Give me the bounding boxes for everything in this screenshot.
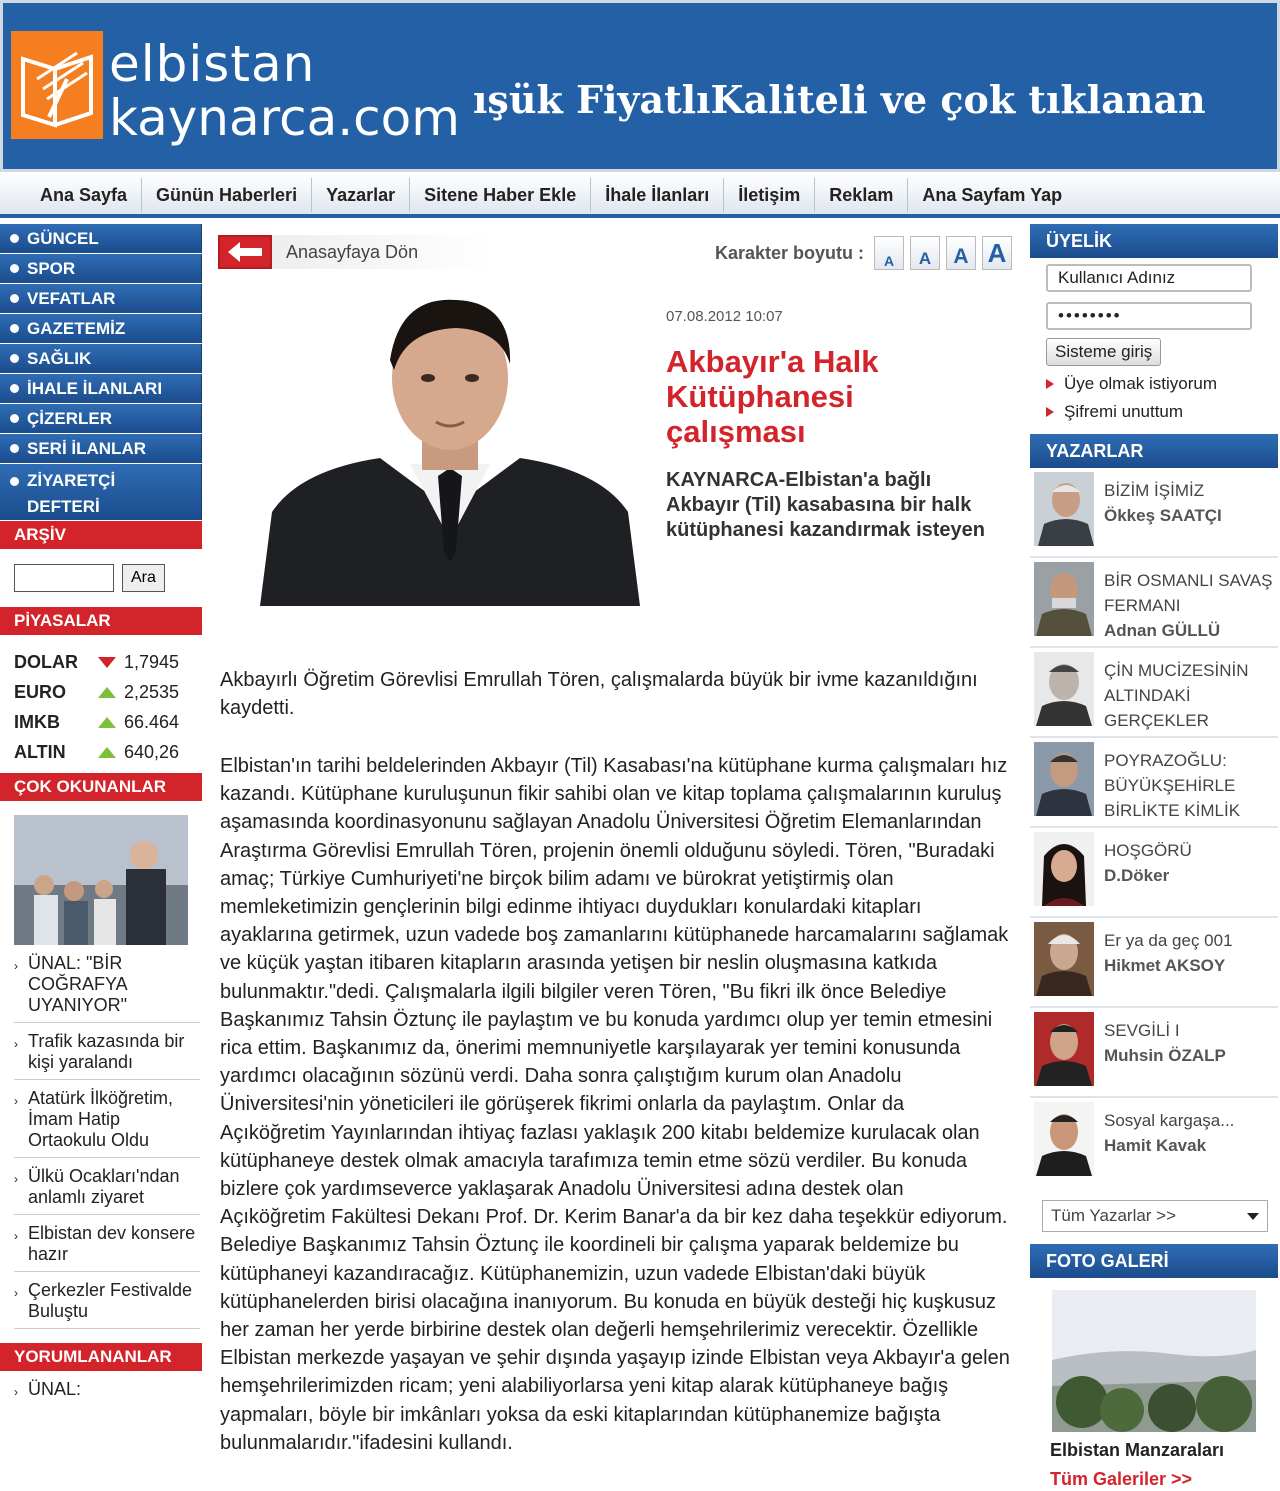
left-sidebar	[0, 224, 202, 1409]
category-cizerler[interactable]: ÇİZERLER	[0, 404, 202, 433]
back-label[interactable]: Anasayfaya Dön	[272, 235, 492, 269]
category-ziyaretci-defteri[interactable]: ZİYARETÇİ DEFTERİ	[0, 464, 202, 520]
article-date: 07.08.2012 10:07	[666, 308, 783, 325]
writer-photo	[1034, 922, 1094, 996]
register-link[interactable]: Üye olmak istiyorum	[1046, 374, 1278, 394]
trend-up-icon	[98, 747, 116, 758]
nav-gunun-haberleri[interactable]: Günün Haberleri	[142, 178, 312, 212]
writer-item[interactable]: Er ya da geç 001 Hikmet AKSOY	[1030, 918, 1278, 1008]
bullet-icon	[10, 324, 19, 333]
bullet-icon	[10, 354, 19, 363]
bullet-icon	[10, 384, 19, 393]
trend-down-icon	[98, 657, 116, 668]
font-size-xs-icon[interactable]: A	[874, 236, 904, 270]
comment-item[interactable]: › ÜNAL:	[14, 1371, 200, 1409]
nav-reklam[interactable]: Reklam	[815, 178, 908, 212]
right-sidebar	[1030, 224, 1278, 1490]
arrow-right-icon: ›	[14, 1229, 18, 1243]
writer-photo	[1034, 1012, 1094, 1086]
font-size-l-icon[interactable]: A	[982, 236, 1012, 270]
category-seri-ilanlar[interactable]: SERİ İLANLAR	[0, 434, 202, 463]
market-row-dolar: DOLAR 1,7945	[14, 651, 180, 672]
popular-item[interactable]: › Çerkezler Festivalde Buluştu	[14, 1272, 200, 1329]
nav-ana-sayfam-yap[interactable]: Ana Sayfam Yap	[922, 185, 1063, 205]
writer-photo	[1034, 742, 1094, 816]
writer-item[interactable]: ÇİN MUCİZESİNİN ALTINDAKİ GERÇEKLER	[1030, 648, 1278, 738]
logo-line2[interactable]: kaynarca.com	[109, 89, 460, 147]
arrow-right-icon: ›	[14, 959, 18, 973]
category-vefatlar[interactable]: VEFATLAR	[0, 284, 202, 313]
markets-heading: PİYASALAR	[0, 607, 202, 635]
trend-up-icon	[98, 687, 116, 698]
gallery-caption[interactable]: Elbistan Manzaraları	[1050, 1440, 1225, 1460]
arrow-right-icon: ›	[14, 1094, 18, 1108]
main-nav	[0, 172, 1280, 218]
popular-item[interactable]: › Ülkü Ocakları'ndan anlamlı ziyaret	[14, 1158, 200, 1215]
archive-heading: ARŞİV	[0, 521, 202, 549]
font-size-label: Karakter boyutu :	[714, 242, 864, 263]
writer-item[interactable]: SEVGİLİ I Muhsin ÖZALP	[1030, 1008, 1278, 1098]
market-row-euro: EURO 2,2535	[14, 681, 180, 702]
font-size-m-icon[interactable]: A	[946, 236, 976, 270]
writers-heading: YAZARLAR	[1030, 434, 1278, 468]
bullet-icon	[10, 264, 19, 273]
writer-photo	[1034, 1102, 1094, 1176]
chevron-down-icon	[1247, 1213, 1259, 1220]
arrow-right-icon	[1046, 379, 1054, 389]
popular-item[interactable]: › Atatürk İlköğretim, İmam Hatip Ortaokulu Oldu	[14, 1080, 200, 1158]
category-gazetemiz[interactable]: GAZETEMİZ	[0, 314, 202, 343]
forgot-password-link[interactable]: Şifremi unuttum	[1046, 402, 1278, 422]
all-galleries-link[interactable]: Tüm Galeriler >>	[1050, 1469, 1193, 1489]
logo-book-icon[interactable]	[11, 31, 103, 139]
writer-item[interactable]: POYRAZOĞLU: BÜYÜKŞEHİRLE BİRLİKTE KİMLİK	[1030, 738, 1278, 828]
username-input[interactable]: Kullanıcı Adınız	[1046, 264, 1252, 292]
category-saglik[interactable]: SAĞLIK	[0, 344, 202, 373]
archive-search	[0, 549, 202, 607]
membership-heading: ÜYELİK	[1030, 224, 1278, 258]
popular-item[interactable]: › Trafik kazasında bir kişi yaralandı	[14, 1023, 200, 1080]
writer-photo	[1034, 832, 1094, 906]
arrow-right-icon	[1046, 407, 1054, 417]
nav-iletisim[interactable]: İletişim	[724, 178, 815, 212]
bullet-icon	[10, 294, 19, 303]
article-photo	[260, 290, 640, 606]
article-body: Elbistan'ın tarihi beldelerinden Akbayır (Til) Kasabası'na kütüphane kurma çalışmaları hız kazandı. Kütüphane kuruluşunun fikir sahibi olan ve kitap toplama çalışmalarının kuruluş aşamasında koordinasyonunu sağlayan Anadolu Üniversitesi Öğretim Elemanlarından Araştırma Görevlisi Emrullah Tören, projenin önemli olduğunu söyledi. Tören, "Buradaki amaç; Türkiye Cumhuriyeti'ne birçok bilim adamı ve bürokrat yetiştirmiş olan memleketimizin gençlerinin bilgi edinme ihtiyacı duydukları konulardaki kitapları ayaklarına getirmek, uzun vadede boş zamanlarını kütüphanede harcamalarını sağlamak ve küçük yaştan itibaren kitapların arasında yetişen bir neslin oluşmasına katkıda bulunmaktır."dedi. Çalışmalarla ilgili bilgiler veren Tören, "Bu fikri ilk önce Belediye Başkanımız Tahsin Öztunç ile paylaştım ve bu konuda yardımcı olup yer temin etmesini rica ettim. Başkanımız da, önerimi memnuniyetle karşılayarak yer temini konusunda yardımcı olacağının sözünü verdi. Daha sonra çalıştığım kurum olan Anadolu Üniversitesi'nin yöneticileri ile görüşerek fikrimi onlarla da paylaştım. Onlar da Açıköğretim Yayınlarından ihtiyaç fazlası yaklaşık 200 kitabı beldemize kurulacak olan kütüphaneye destek olmak amacıyla tarafımıza temin etme sözü verdiler. Bu konuda bizlere çok yardımseverce yaklaşarak Anadolu Üniversitesi adına destek olan Açıköğretim Fakültesi Dekanı Prof. Dr. Kerim Banar'a da bir kez daha teşekkür ediyorum. Belediye Başkanımız Tahsin Öztunç ile koordineli bir çalışma yaparak beldemize bu kütüphaneyi kazandıracağız. Kütüphanemizin, uzun vadede Elbistan'daki büyük kütüphanelerden birisi olacağına inanıyorum. Bu konuda en büyük desteği hiç kuşkusuz her zaman her yerde birbirine destek olan değerli hemşehrilerimiz verecektir. Özellikle Elbistan merkezde yaşayan ve şehir dışında yaşayıp izinde Elbistan veya Akbayır'a gelen hemşehrilerimizden ricam; yeni alabiliyorlarsa yeni kitap alarak kütüphaneye bağış yapmaları, böyle bir imkânları yoksa da eski kitaplarından kütüphanemize bağışta bulunmalarıdır."ifadesini kullandı.	[220, 755, 1010, 1454]
article-summary: KAYNARCA-Elbistan'a bağlı Akbayır (Til) kasabasına bir halk kütüphanesi kazandırmak isteyen	[666, 469, 986, 541]
trend-up-icon	[98, 717, 116, 728]
all-writers-select[interactable]: Tüm Yazarlar >>	[1042, 1200, 1268, 1232]
logo-line1[interactable]: elbistan	[109, 35, 316, 93]
category-guncel[interactable]: GÜNCEL	[0, 224, 202, 253]
font-size-s-icon[interactable]: A	[910, 236, 940, 270]
archive-input[interactable]	[14, 564, 114, 592]
writer-photo	[1034, 472, 1094, 546]
writer-item[interactable]: Sosyal kargaşa... Hamit Kavak	[1030, 1098, 1278, 1188]
market-row-altin: ALTIN 640,26	[14, 741, 180, 762]
article-lead: Akbayırlı Öğretim Görevlisi Emrullah Tören, çalışmalarda büyük bir ivme kazanıldığını kaydetti.	[220, 669, 978, 719]
archive-search-button[interactable]: Ara	[122, 564, 165, 592]
bullet-icon	[10, 414, 19, 423]
comments-heading: YORUMLANANLAR	[0, 1343, 202, 1371]
popular-heading: ÇOK OKUNANLAR	[0, 773, 202, 801]
writer-item[interactable]: HOŞGÖRÜ D.Döker	[1030, 828, 1278, 918]
bullet-icon	[10, 444, 19, 453]
gallery-heading: FOTO GALERİ	[1030, 1244, 1278, 1278]
category-spor[interactable]: SPOR	[0, 254, 202, 283]
font-size-controls	[715, 236, 1012, 270]
login-button[interactable]: Sisteme giriş	[1046, 338, 1161, 366]
nav-sitene-haber-ekle[interactable]: Sitene Haber Ekle	[410, 178, 591, 212]
popular-news-image[interactable]	[14, 815, 188, 945]
popular-item[interactable]: › ÜNAL: "BİR COĞRAFYA UYANIYOR"	[14, 945, 200, 1023]
back-arrow-icon[interactable]	[218, 235, 272, 269]
market-row-imkb: IMKB 66.464	[14, 711, 180, 732]
article-title: Akbayır'a Halk Kütüphanesi çalışması	[666, 344, 879, 449]
category-ihale-ilanlari[interactable]: İHALE İLANLARI	[0, 374, 202, 403]
bullet-icon	[10, 234, 19, 243]
markets-table	[0, 635, 202, 773]
bullet-icon	[10, 477, 19, 486]
article-area	[218, 232, 1012, 1454]
nav-ihale-ilanlari[interactable]: İhale İlanları	[591, 178, 724, 212]
banner-text: ışük FiyatlıKaliteli ve çok tıklanan	[473, 77, 1206, 122]
writer-photo	[1034, 562, 1094, 636]
arrow-right-icon: ›	[14, 1172, 18, 1186]
arrow-right-icon: ›	[14, 1037, 18, 1051]
popular-item[interactable]: › Elbistan dev konsere hazır	[14, 1215, 200, 1272]
password-input[interactable]: ••••••••	[1046, 302, 1252, 330]
writer-item[interactable]: BİZİM İŞİMİZ Ökkeş SAATÇI	[1030, 468, 1278, 558]
writer-photo	[1034, 652, 1094, 726]
nav-ana-sayfa[interactable]: Ana Sayfa	[26, 178, 142, 212]
nav-yazarlar[interactable]: Yazarlar	[312, 178, 410, 212]
gallery-photo[interactable]	[1052, 1290, 1256, 1432]
site-header	[0, 0, 1280, 172]
arrow-right-icon: ›	[14, 1286, 18, 1300]
writer-item[interactable]: BİR OSMANLI SAVAŞ FERMANI Adnan GÜLLÜ	[1030, 558, 1278, 648]
arrow-right-icon: ›	[14, 1385, 18, 1399]
